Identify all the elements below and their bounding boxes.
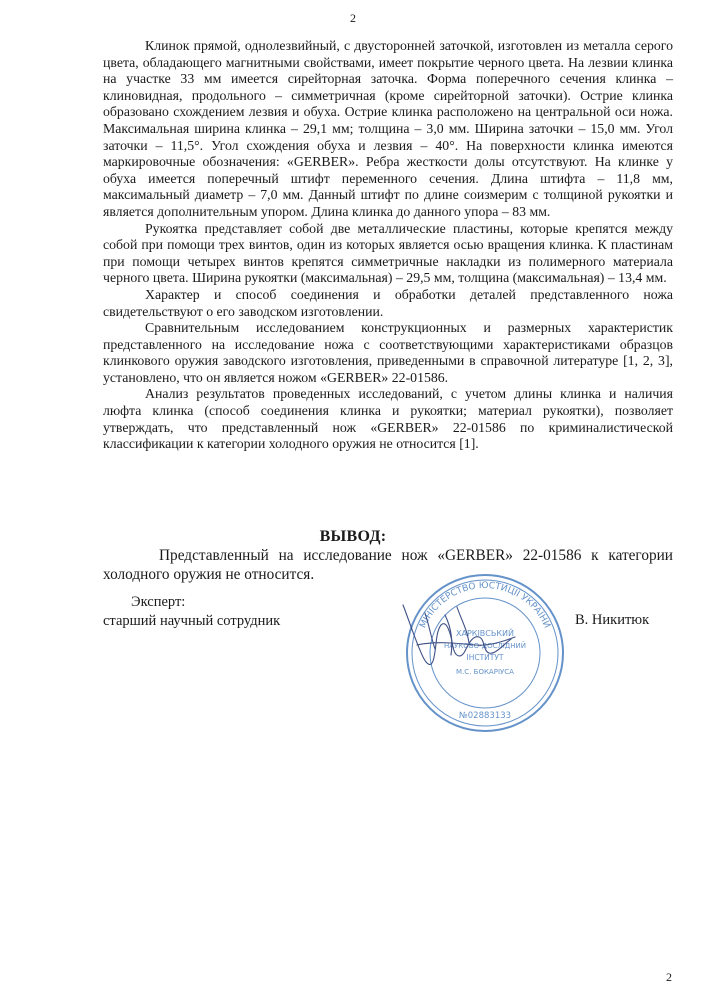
stamp-line-2: НАУКОВО-ДОСЛІДНИЙ xyxy=(443,642,527,650)
document-body xyxy=(103,38,673,453)
conclusion-body xyxy=(103,546,673,584)
signature-block xyxy=(103,593,673,630)
stamp-line-4: М.С. БОКАРІУСА xyxy=(456,668,514,676)
stamp-outer-text: МІНІСТЕРСТВО ЮСТИЦІЇ УКРАЇНИ xyxy=(418,580,552,630)
expert-position: старший научный сотрудник xyxy=(103,612,281,629)
conclusion-paragraph: Представленный на исследование нож «GERBER» 22-01586 к категории холодного оружия не относится. xyxy=(103,547,673,583)
page-number-bottom: 2 xyxy=(666,970,672,984)
paragraph-handle: Рукоятка представляет собой две металлические пластины, которые крепятся между собой при помощи трех винтов, один из которых является осью вращения клинка. К пластинам при помощи четырех винтов крепятся симметричные накладки из полимерного материала черного цвета. Ширина рукоятки (максимальная) – 29,5 мм, толщина (максимальная) – 13,4 мм. xyxy=(103,220,673,286)
expert-name: В. Никитюк xyxy=(575,612,650,628)
paragraph-blade: Клинок прямой, однолезвийный, с двусторонней заточкой, изготовлен из металла серого цвета, обладающего магнитными свойствами, имеет покрытие черного цвета. На лезвии клинка на участке 33 мм имеется сирейторная заточка. Форма поперечного сечения клинка – клиновидная, продольного – симметричная (кроме сирейторной заточки). Острие клинка образовано схождением лезвия и обуха. Острие клинка расположено на центральной оси ножа. Максимальная ширина клинка – 29,1 мм; толщина – 3,0 мм. Ширина заточки – 15,0 мм. Угол заточки – 11,5°. Угол схождения обуха и лезвия – 40°. На поверхности клинка имеются маркировочные обозначения: «GERBER». Ребра жесткости долы отсутствуют. На клинке у обуха имеется поперечный штифт переменного сечения. Длина штифта – 11,8 мм, максимальный диаметр – 7,0 мм. Данный штифт по длине соизмерим с толщиной рукоятки и является дополнительным упором. Длина клинка до данного упора – 83 мм. xyxy=(103,38,673,219)
paragraph-comparison: Сравнительным исследованием конструкционных и размерных характеристик представленного на исследование ножа с соответствующими характеристиками образцов клинкового оружия заводского изготовления, приведенными в справочной литературе [1, 2, 3], установлено, что он является ножом «GERBER» 22-01586. xyxy=(103,320,673,385)
stamp-number: №02883133 xyxy=(458,711,512,721)
handwritten-signature xyxy=(395,585,525,675)
paragraph-manufacture: Характер и способ соединения и обработки деталей представленного ножа свидетельствуют о его заводском изготовлении. xyxy=(103,286,673,319)
stamp-line-1: ХАРКІВСЬКИЙ xyxy=(455,629,515,638)
expert-label: Эксперт: xyxy=(131,594,186,610)
paragraph-analysis: Анализ результатов проведенных исследований, с учетом длины клинка и наличия люфта клинка (способ соединения клинка и рукоятки; материал рукоятки), позволяет утверждать, что представленный нож «GERBER» 22-01586 по криминалистической классификации к категории холодного оружия не относится [1]. xyxy=(103,386,673,452)
page-number-top: 2 xyxy=(350,11,356,25)
conclusion-heading: ВЫВОД: xyxy=(319,528,387,545)
stamp-line-3: ІНСТИТУТ xyxy=(466,653,504,662)
